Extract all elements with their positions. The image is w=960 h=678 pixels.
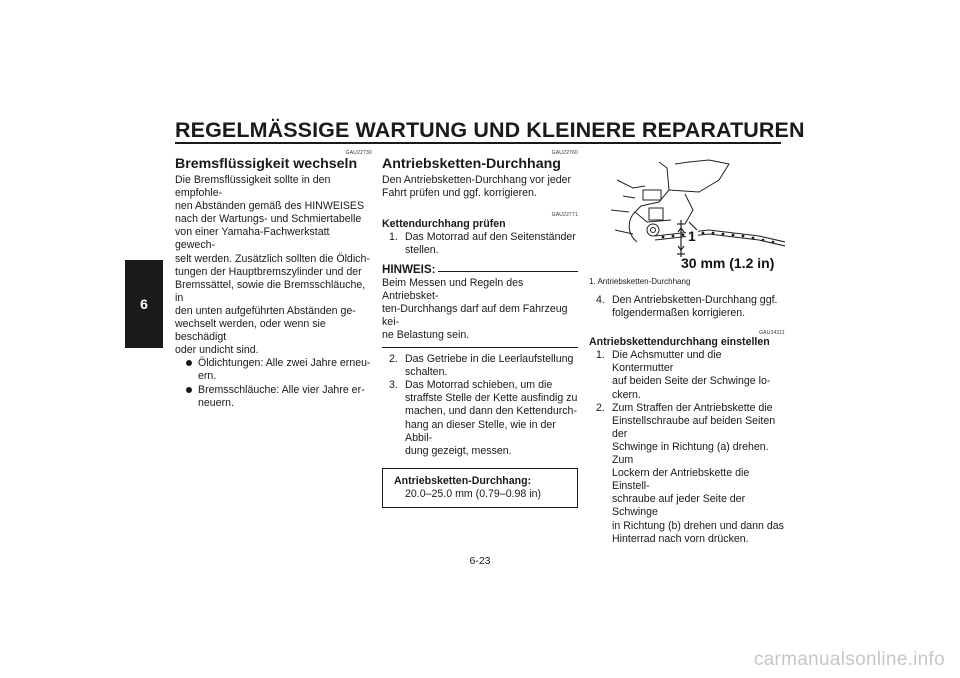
note-header	[382, 263, 578, 276]
text-line: nen Abständen gemäß des HINWEISES	[175, 200, 365, 213]
text-line: Öldichtungen: Alle zwei Jahre erneu-	[198, 357, 371, 370]
chain-slack-figure	[589, 150, 785, 272]
bullet-item	[175, 357, 372, 383]
page-number: 6-23	[469, 555, 491, 567]
step-item	[589, 294, 785, 320]
text-line: neuern.	[198, 396, 234, 409]
text-line: ne Belastung sein.	[382, 328, 470, 341]
note-rule	[438, 271, 578, 272]
body-paragraph	[175, 174, 372, 357]
section-code: GAU22730	[345, 150, 372, 156]
step-item	[589, 402, 785, 546]
text-line: folgendermaßen korrigieren.	[612, 307, 746, 320]
section-code: GAU22771	[551, 212, 578, 219]
step-number: 4.	[596, 294, 605, 306]
column-chain-slack	[382, 150, 578, 508]
figure-callout-measurement: 30 mm (1.2 in)	[681, 255, 775, 271]
text-line: tungen der Hauptbremszylinder und der	[175, 265, 362, 278]
text-line: Den Antriebsketten-Durchhang ggf.	[612, 294, 778, 306]
text-line: Einstellschraube auf beiden Seiten der	[612, 414, 776, 440]
text-line: schraube auf jeder Seite der Schwinge	[612, 493, 746, 519]
text-line: Schwinge in Richtung (a) drehen. Zum	[612, 440, 769, 467]
step-item	[382, 353, 578, 379]
step-number: 3.	[389, 379, 398, 392]
text-line: straffste Stelle der Kette ausfindig zu	[405, 392, 578, 405]
step-item	[382, 231, 578, 257]
text-line: dung gezeigt, messen.	[405, 444, 512, 457]
text-line: machen, und dann den Kettendurch-	[405, 405, 577, 418]
text-line: Beim Messen und Regeln des Antriebsket-	[382, 276, 524, 302]
subsection-heading: Antriebskettendurchhang einstellen	[589, 336, 770, 349]
watermark: carmanualsonline.info	[753, 649, 945, 670]
step-number: 1.	[389, 231, 398, 244]
text-line: Hinterrad nach vorn drücken.	[612, 532, 749, 545]
bullet-item	[175, 384, 372, 410]
text-line: Bremssättel, sowie die Bremsschläuche, in	[175, 278, 366, 304]
text-line: Bremsschläuche: Alle vier Jahre er-	[198, 383, 365, 396]
text-line: hang an dieser Stelle, wie in der Abbil-	[405, 418, 556, 444]
text-line: selt werden. Zusätzlich sollten die Öldich-	[175, 252, 370, 265]
text-line: Die Bremsflüssigkeit sollte in den empfohle-	[175, 174, 331, 200]
step-number: 1.	[596, 349, 605, 362]
text-line: auf beiden Seite der Schwinge lo-	[612, 375, 771, 388]
text-line: oder undicht sind.	[175, 344, 259, 357]
text-line: nach der Wartungs- und Schmiertabelle	[175, 213, 362, 226]
text-line: schalten.	[405, 366, 448, 379]
figure-callout-number: 1	[688, 228, 696, 244]
note-label: HINWEIS:	[382, 263, 436, 277]
text-line: von einer Yamaha-Fachwerkstatt gewech-	[175, 226, 330, 252]
text-line: wechselt werden, oder wenn sie beschädigt	[175, 318, 326, 344]
text-line: Das Motorrad schieben, um die	[405, 379, 553, 392]
text-line: Fahrt prüfen und ggf. korrigieren.	[382, 187, 537, 200]
page-title: REGELMÄSSIGE WARTUNG UND KLEINERE REPARATUREN	[175, 118, 805, 142]
step-item	[382, 379, 578, 458]
subsection-heading: Kettendurchhang prüfen	[382, 218, 506, 231]
spec-value: 20.0–25.0 mm (0.79–0.98 in)	[405, 487, 542, 500]
text-line: den unten aufgeführten Abständen ge-	[175, 304, 356, 317]
section-code: GAU22760	[551, 150, 578, 156]
text-line: Lockern der Antriebskette die Einstell-	[612, 467, 750, 493]
spec-label: Antriebsketten-Durchhang:	[394, 474, 532, 487]
chain-illustration	[589, 150, 785, 272]
step-number: 2.	[596, 401, 605, 414]
section-heading: Bremsflüssigkeit wechseln	[175, 156, 358, 172]
text-line: ern.	[198, 370, 217, 383]
note-end-rule	[382, 347, 578, 348]
title-rule	[175, 142, 781, 144]
section-code: GAU34311	[759, 330, 785, 337]
spec-box	[382, 468, 578, 508]
section-heading: Antriebsketten-Durchhang	[382, 156, 561, 172]
text-line: Das Getriebe in die Leerlaufstellung	[405, 353, 574, 366]
column-chain-adjust	[589, 150, 785, 546]
text-line: ckern.	[612, 388, 641, 401]
note-body	[382, 277, 578, 342]
figure-caption: 1. Antriebsketten-Durchhang	[589, 277, 691, 286]
text-line: Zum Straffen der Antriebskette die	[612, 401, 773, 414]
chapter-tab: 6	[125, 260, 163, 348]
column-brake-fluid	[175, 150, 372, 410]
text-line: Den Antriebsketten-Durchhang vor jeder	[382, 174, 572, 186]
step-number: 2.	[389, 353, 398, 366]
text-line: in Richtung (b) drehen und dann das	[612, 519, 784, 532]
text-line: stellen.	[405, 244, 439, 257]
step-item	[589, 349, 785, 401]
text-line: ten-Durchhangs darf auf dem Fahrzeug kei-	[382, 302, 568, 328]
text-line: Das Motorrad auf den Seitenständer	[405, 231, 576, 244]
text-line: Die Achsmutter und die Kontermutter	[612, 349, 722, 375]
